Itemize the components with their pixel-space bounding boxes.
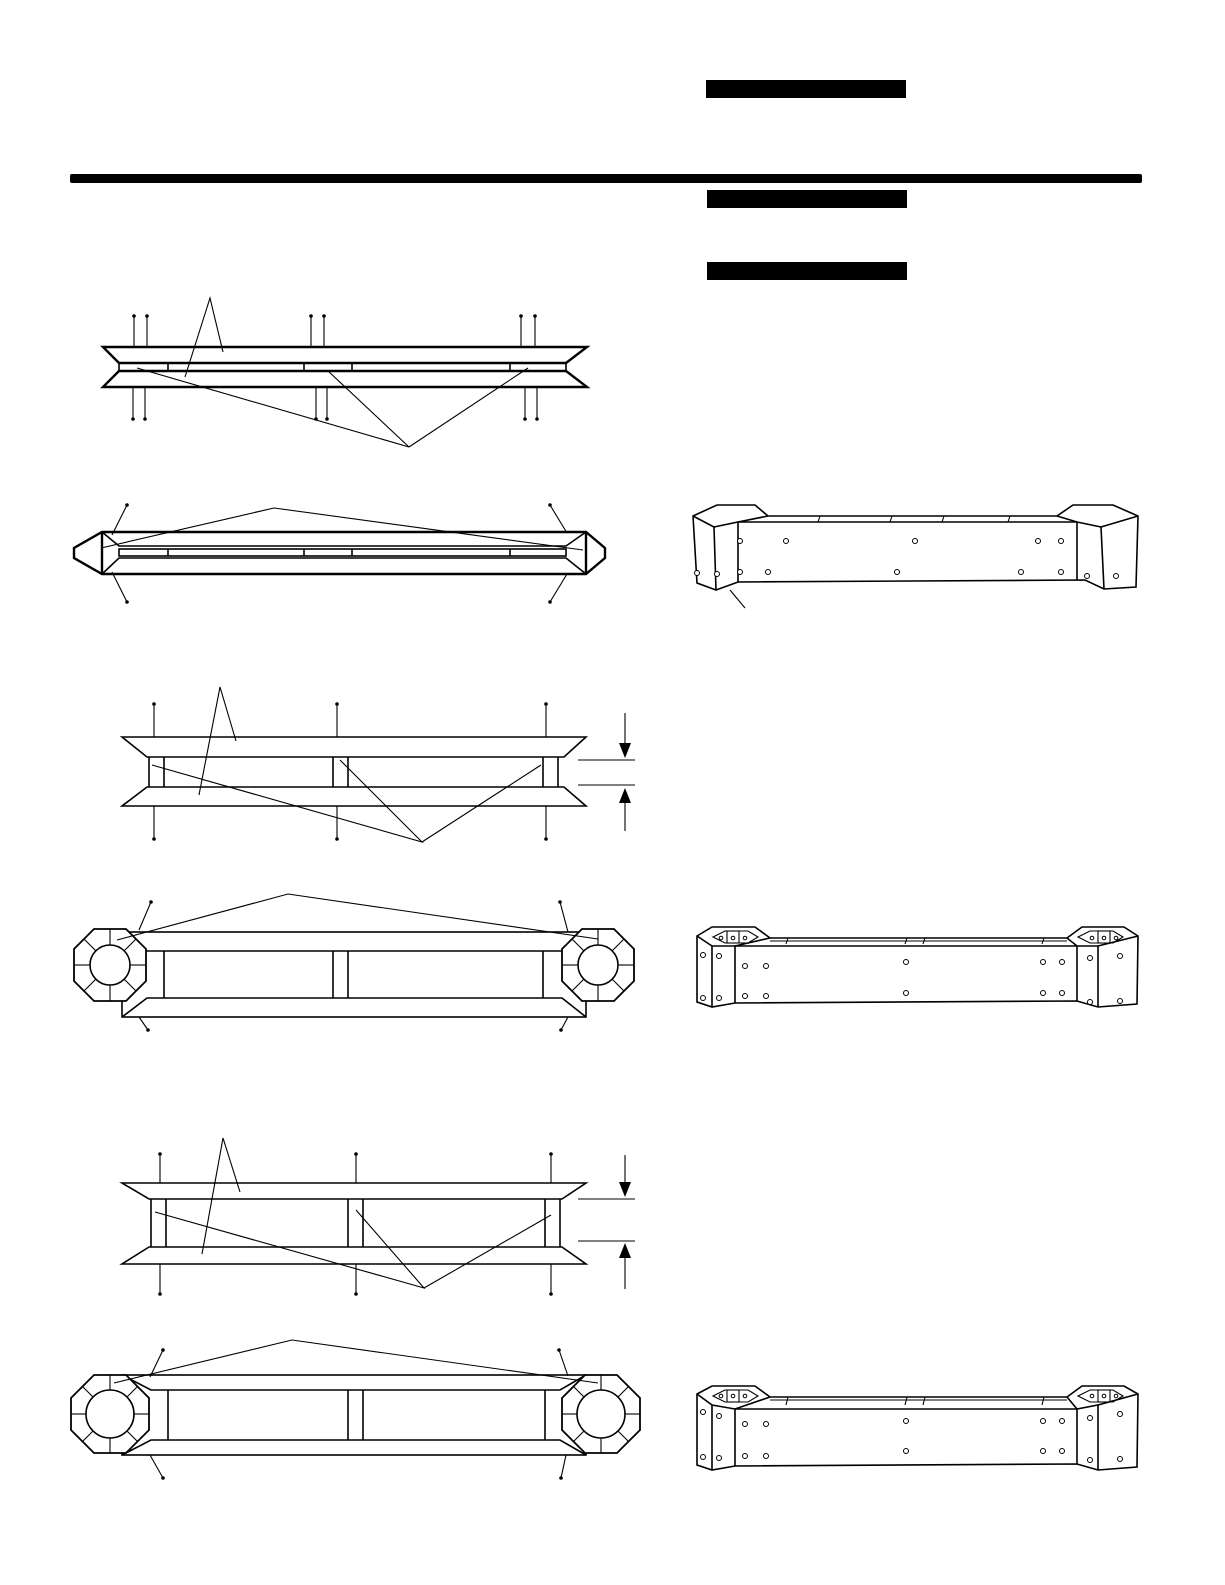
model-2-perspective-view (697, 927, 1138, 1007)
model-1-side-view (103, 298, 587, 447)
model-3-perspective-view (697, 1386, 1138, 1470)
model-1-perspective-view (693, 505, 1138, 608)
model-2-side-view (122, 687, 635, 842)
model-1-top-view (74, 503, 605, 604)
model-3-side-view (122, 1138, 635, 1296)
model-3-top-view (71, 1340, 640, 1480)
model-2-top-view (74, 894, 634, 1032)
